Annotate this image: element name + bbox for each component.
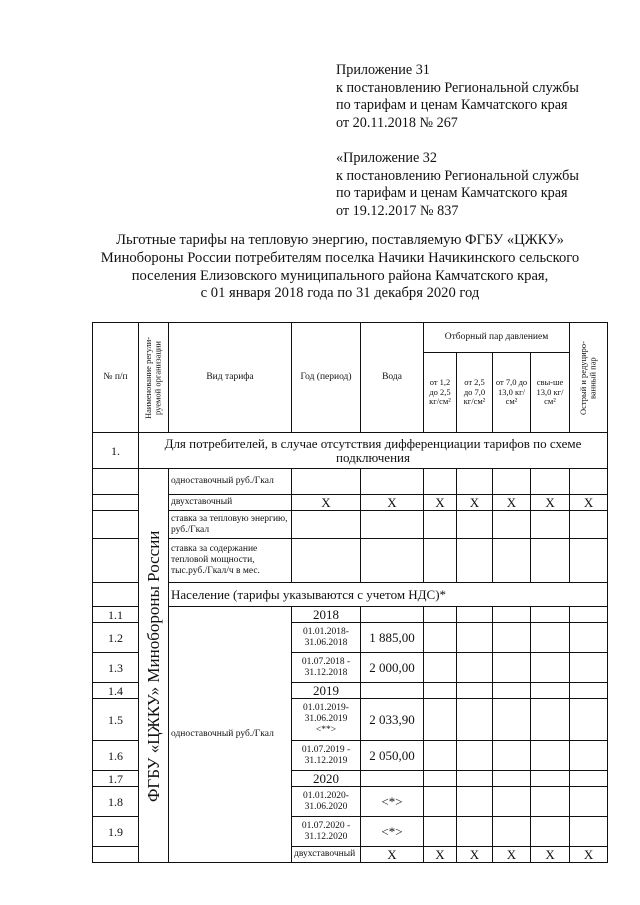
header-tariff-type: Вид тарифа — [169, 323, 292, 433]
annex-current-line1: Приложение 31 — [336, 62, 430, 78]
population-title: Население (тарифы указываются с учетом НДС)* — [169, 583, 608, 607]
x-cell: Х — [493, 847, 531, 863]
x-cell: Х — [570, 495, 608, 511]
annex-current-line2: к постановлению Региональной службы — [336, 79, 579, 96]
header-sharp-steam-text: Острый и редуциро-ванный пар — [578, 340, 598, 415]
capacity-rate-label: ставка за содержание тепловой мощности, тыс.руб./Гкал/ч в мес. — [169, 539, 292, 583]
header-pressure-3: от 7,0 до 13,0 кг/см² — [493, 353, 531, 433]
row-number: 1.5 — [93, 699, 139, 741]
organization-cell — [139, 469, 169, 863]
annex-previous — [336, 150, 626, 220]
x-cell: Х — [292, 495, 361, 511]
period-cell: 01.01.2019-31.06.2019 <**> — [292, 699, 361, 741]
water-cell: 2 050,00 — [361, 741, 424, 771]
water-cell: 2 033,90 — [361, 699, 424, 741]
row-number: 1.4 — [93, 683, 139, 699]
row-number: 1.7 — [93, 771, 139, 787]
period-cell: 01.07.2020 - 31.12.2020 — [292, 817, 361, 847]
x-cell: Х — [457, 847, 493, 863]
water-cell: 1 885,00 — [361, 623, 424, 653]
title-line4: с 01 января 2018 года по 31 декабря 2020 год — [200, 285, 480, 302]
period-cell: 2020 — [292, 771, 361, 787]
tariff-table — [92, 322, 608, 863]
title-line3: поселения Елизовского муниципального района Камчатского края, — [131, 267, 549, 284]
row-number: 1.2 — [93, 623, 139, 653]
annex-current — [336, 62, 626, 132]
two-rate-label: двухставочный — [292, 847, 361, 863]
header-pressure-2: от 2,5 до 7,0 кг/см² — [457, 353, 493, 433]
water-cell — [361, 771, 424, 787]
period-cell: 01.01.2018-31.06.2018 — [292, 623, 361, 653]
title-line2: Минобороны России потребителям поселка Начики Начикинского сельского — [100, 249, 580, 266]
row-number: 1.9 — [93, 817, 139, 847]
period-cell: 2019 — [292, 683, 361, 699]
header-year: Год (период) — [292, 323, 361, 433]
section-title: Для потребителей, в случае отсутствия дифференциации тарифов по схеме подключения — [139, 433, 608, 469]
annex-current-line3: по тарифам и ценам Камчатского края — [336, 97, 568, 113]
x-cell: Х — [424, 847, 457, 863]
annex-previous-line3: по тарифам и ценам Камчатского края — [336, 185, 568, 201]
period-cell: 01.01.2020-31.06.2020 — [292, 787, 361, 817]
water-cell: 2 000,00 — [361, 653, 424, 683]
header-pressure-4: свы-ше 13,0 кг/см² — [531, 353, 570, 433]
empty-cell — [93, 469, 139, 495]
x-cell: Х — [531, 847, 570, 863]
x-cell: Х — [570, 847, 608, 863]
energy-rate-label: ставка за тепловую энергию, руб./Гкал — [169, 511, 292, 539]
x-cell: Х — [493, 495, 531, 511]
x-cell: Х — [531, 495, 570, 511]
water-cell: <*> — [361, 787, 424, 817]
x-cell: Х — [424, 495, 457, 511]
header-water: Вода — [361, 323, 424, 433]
row-number: 1.6 — [93, 741, 139, 771]
header-org-name-text: Наименование регули-руемой организации — [143, 336, 163, 419]
single-rate-label: одноставочный руб./Гкал — [169, 607, 292, 863]
section-number: 1. — [93, 433, 139, 469]
header-sharp-steam — [570, 323, 608, 433]
annex-previous-line4: от 19.12.2017 № 837 — [336, 202, 459, 219]
two-rate-label: двухставочный — [169, 495, 292, 511]
header-pressure-1: от 1,2 до 2,5 кг/см² — [424, 353, 457, 433]
annex-previous-line1: «Приложение 32 — [336, 150, 437, 166]
water-cell: <*> — [361, 817, 424, 847]
period-cell: 2018 — [292, 607, 361, 623]
x-cell: Х — [361, 847, 424, 863]
water-cell — [361, 607, 424, 623]
x-cell: Х — [361, 495, 424, 511]
x-cell: Х — [457, 495, 493, 511]
document-title — [80, 232, 600, 303]
water-cell — [361, 683, 424, 699]
organization-name: ФГБУ «ЦЖКУ» Минобороны России — [143, 529, 163, 802]
header-org-name — [139, 323, 169, 433]
row-number: 1.1 — [93, 607, 139, 623]
period-cell: 01.07.2018 - 31.12.2018 — [292, 653, 361, 683]
row-number: 1.8 — [93, 787, 139, 817]
period-cell: 01.07.2019 - 31.12.2019 — [292, 741, 361, 771]
annex-current-line4: от 20.11.2018 № 267 — [336, 114, 458, 131]
title-line1: Льготные тарифы на тепловую энергию, поставляемую ФГБУ «ЦЖКУ» — [116, 232, 564, 248]
header-steam-group: Отборный пар давлением — [424, 323, 570, 353]
annex-previous-line2: к постановлению Региональной службы — [336, 167, 579, 184]
row-number: 1.3 — [93, 653, 139, 683]
header-num: № п/п — [93, 323, 139, 433]
single-rate-label: одноставочный руб./Гкал — [169, 469, 292, 495]
